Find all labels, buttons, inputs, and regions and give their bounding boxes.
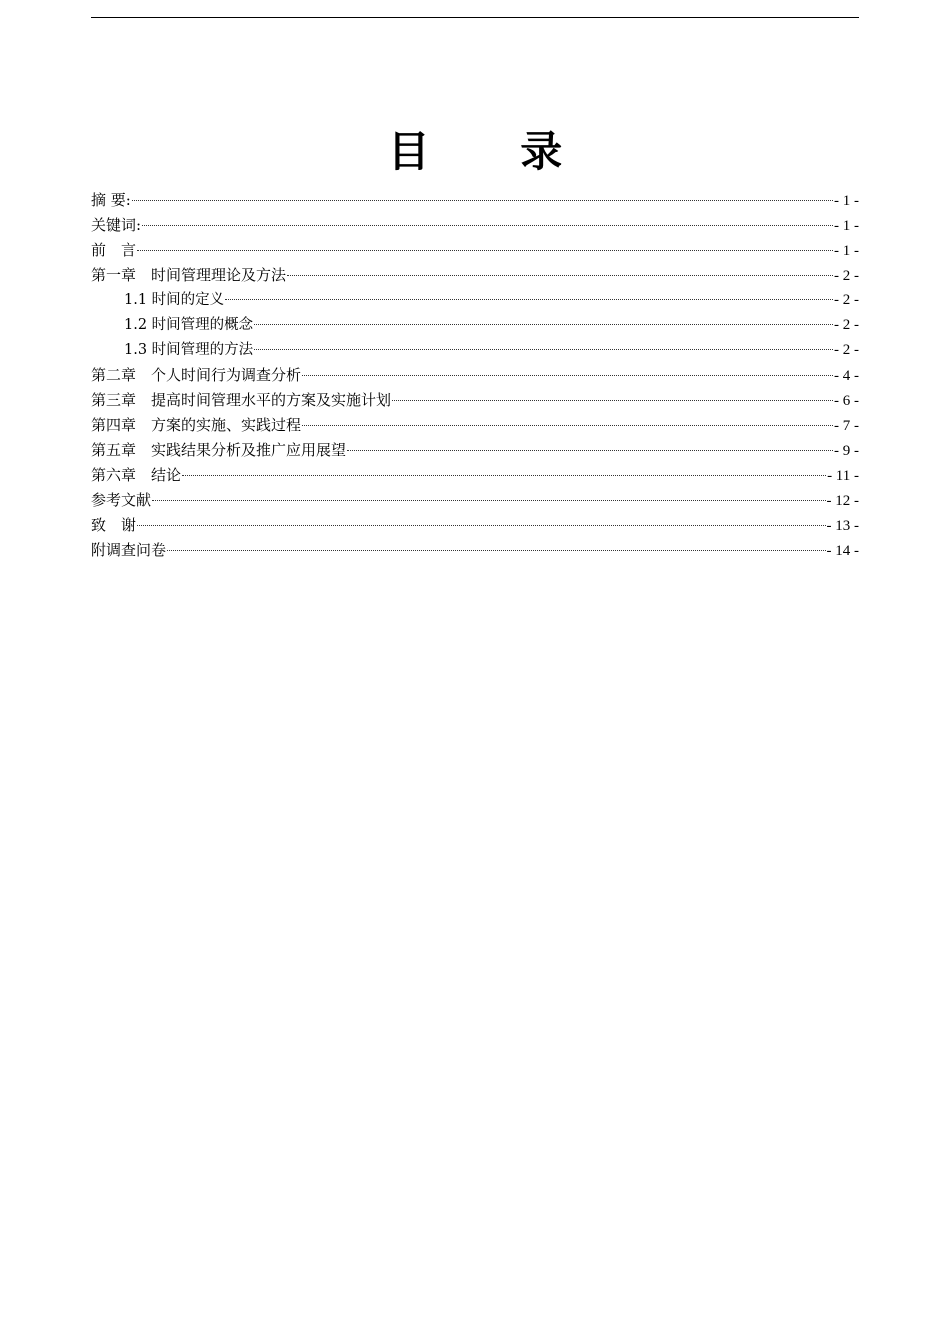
- toc-entry-label: 第二章 个人时间行为调查分析: [91, 366, 302, 384]
- toc-entry-chapter-2[interactable]: [91, 363, 859, 388]
- toc-dot-leader: [302, 425, 833, 426]
- toc-entry-acknowledgements[interactable]: [91, 513, 859, 538]
- toc-entry-label: 1.3 时间管理的方法: [124, 342, 254, 358]
- toc-entry-section-1-3[interactable]: [91, 338, 859, 363]
- toc-entry-section-1-2[interactable]: [91, 313, 859, 338]
- toc-entry-page: - 2 -: [834, 317, 859, 333]
- toc-dot-leader: [152, 500, 825, 501]
- toc-dot-leader: [167, 550, 825, 551]
- toc-entry-chapter-4[interactable]: [91, 413, 859, 438]
- toc-entry-page: - 2 -: [834, 292, 859, 308]
- toc-entry-page: - 7 -: [834, 418, 859, 434]
- toc-dot-leader: [142, 225, 833, 226]
- toc-entry-page: - 1 -: [834, 218, 859, 234]
- toc-entry-label: 参考文献: [91, 491, 152, 509]
- toc-entry-label: 前 言: [91, 241, 137, 259]
- toc-entry-chapter-6[interactable]: [91, 463, 859, 488]
- toc-entry-page: - 9 -: [834, 443, 859, 459]
- toc-dot-leader: [302, 375, 833, 376]
- toc-entry-page: - 2 -: [834, 268, 859, 284]
- toc-entry-page: - 2 -: [834, 342, 859, 358]
- toc-entry-label: 第五章 实践结果分析及推广应用展望: [91, 441, 347, 459]
- toc-entry-label: 第六章 结论: [91, 466, 182, 484]
- toc-dot-leader: [347, 450, 833, 451]
- toc-entry-page: - 12 -: [826, 493, 859, 509]
- toc-entry-keywords[interactable]: [91, 213, 859, 238]
- toc-title: 目 录: [387, 127, 601, 176]
- toc-dot-leader: [182, 475, 826, 476]
- toc-entry-label: 1.1 时间的定义: [124, 292, 225, 308]
- toc-dot-leader: [137, 250, 833, 251]
- toc-entry-label: 附调查问卷: [91, 541, 167, 559]
- header-rule: [91, 17, 859, 18]
- toc-entry-label: 第三章 提高时间管理水平的方案及实施计划: [91, 391, 392, 409]
- toc-entry-label: 摘 要:: [91, 191, 131, 209]
- toc-entry-label: 第一章 时间管理理论及方法: [91, 266, 287, 284]
- toc-dot-leader: [254, 324, 833, 325]
- toc-entry-chapter-1[interactable]: [91, 263, 859, 288]
- toc-entry-label: 1.2 时间管理的概念: [124, 317, 254, 333]
- toc-dot-leader: [392, 400, 833, 401]
- toc-entry-section-1-1[interactable]: [91, 288, 859, 313]
- toc-entry-page: - 4 -: [834, 368, 859, 384]
- toc-entry-chapter-3[interactable]: [91, 388, 859, 413]
- toc-entry-chapter-5[interactable]: [91, 438, 859, 463]
- toc-entry-preface[interactable]: [91, 238, 859, 263]
- toc-entry-page: - 1 -: [834, 193, 859, 209]
- toc-entry-page: - 13 -: [826, 518, 859, 534]
- toc-dot-leader: [287, 275, 833, 276]
- toc-entry-page: - 11 -: [827, 468, 859, 484]
- toc-entry-label: 第四章 方案的实施、实践过程: [91, 416, 302, 434]
- toc-entry-questionnaire[interactable]: [91, 538, 859, 563]
- toc-dot-leader: [254, 349, 833, 350]
- toc-dot-leader: [137, 525, 825, 526]
- toc-entry-label: 关键词:: [91, 216, 142, 234]
- toc-entry-page: - 6 -: [834, 393, 859, 409]
- toc-entry-page: - 1 -: [834, 243, 859, 259]
- toc-entry-references[interactable]: [91, 488, 859, 513]
- toc-entry-page: - 14 -: [826, 543, 859, 559]
- toc-dot-leader: [132, 200, 833, 201]
- toc-list: [91, 188, 859, 563]
- toc-dot-leader: [225, 299, 833, 300]
- toc-entry-label: 致 谢: [91, 516, 137, 534]
- toc-entry-abstract[interactable]: [91, 188, 859, 213]
